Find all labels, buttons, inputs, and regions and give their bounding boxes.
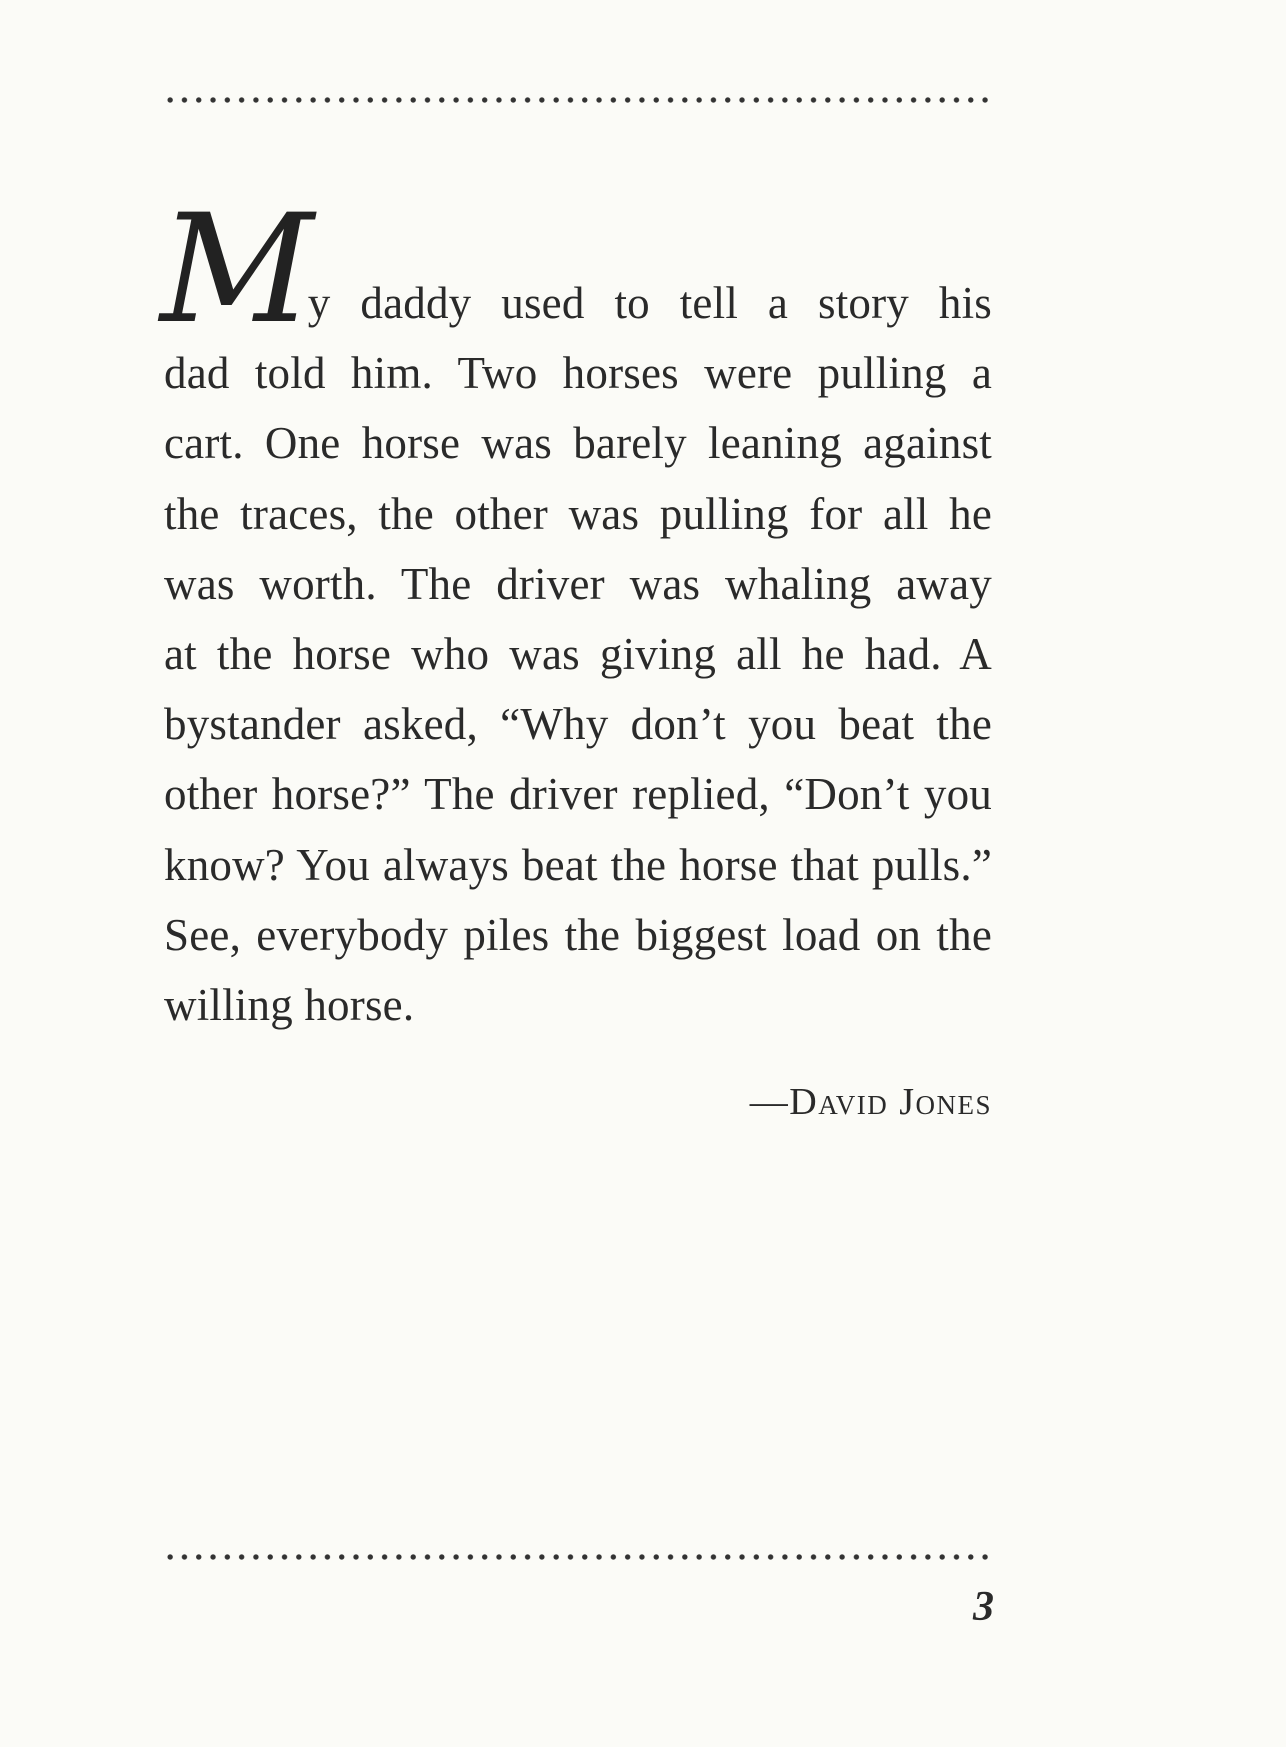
page-number: 3 — [973, 1584, 994, 1630]
story-line-2: dad told him. Two horses were pulling a — [164, 348, 992, 399]
story-line-9: know? You always beat the horse that pulls.” — [164, 839, 992, 890]
story-line-5: was worth. The driver was whaling away — [164, 558, 992, 609]
top-dotted-rule — [163, 96, 993, 104]
story-line-4: the traces, the other was pulling for all he — [164, 488, 992, 539]
story-line-6: at the horse who was giving all he had. A — [164, 629, 992, 680]
story-text — [160, 183, 992, 1040]
story-line-10: See, everybody piles the biggest load on the — [164, 909, 992, 960]
story-line-1-text: y daddy used to tell a story his — [307, 278, 992, 328]
attribution: —David Jones — [749, 1081, 992, 1123]
drop-cap: M — [160, 183, 314, 357]
bottom-dotted-rule — [163, 1553, 993, 1561]
story-line-1 — [160, 183, 992, 357]
story-line-7: bystander asked, “Why don’t you beat the — [164, 699, 992, 750]
story-line-11: willing horse. — [164, 980, 415, 1031]
story-line-8: other horse?” The driver replied, “Don’t you — [164, 769, 992, 820]
story-line-3: cart. One horse was barely leaning against — [164, 418, 992, 469]
